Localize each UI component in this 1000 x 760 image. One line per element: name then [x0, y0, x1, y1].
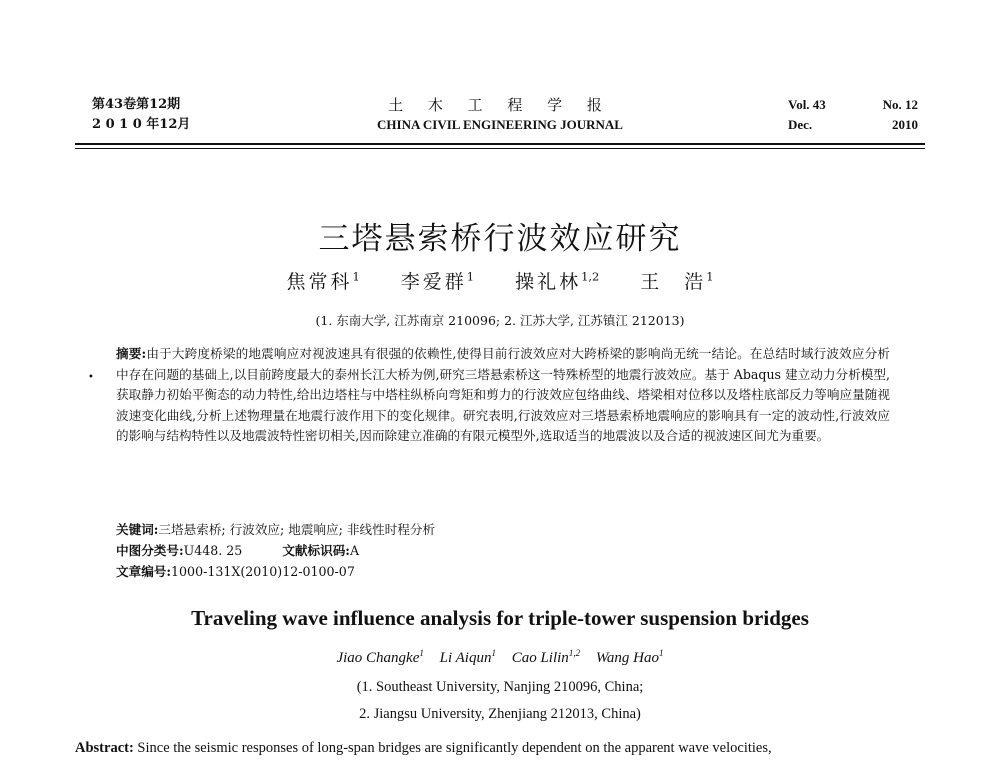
authors-en [0, 648, 1000, 667]
author-en: Wang Hao$^1$ [595, 648, 664, 666]
keywords-cn-label: 关键词: [116, 522, 159, 537]
article-number-value: 1000-131X(2010)12-0100-07 [171, 564, 355, 579]
affiliation-cn: (1. 东南大学, 江苏南京 210096; 2. 江苏大学, 江苏镇江 212013) [315, 313, 685, 328]
journal-issue-info [92, 95, 252, 135]
author-cn: 王 浩$^1$ [640, 269, 714, 293]
journal-name [300, 95, 700, 135]
doc-code-value: A [349, 543, 360, 558]
clc-value: U448. 25 [183, 543, 243, 558]
abstract-en-label: Abstract: [75, 740, 134, 756]
affiliation-en-1: (1. Southeast University, Nanjing 210096, China; [356, 679, 644, 695]
abstract-cn [116, 344, 890, 447]
author-en: Li Aiqun$^1$ [439, 648, 496, 666]
affiliation-en-2: 2. Jiangsu University, Zhenjiang 212013, China) [359, 706, 641, 722]
authors-cn [0, 267, 1000, 294]
issue-date: 2 0 1 0 年12月 [92, 117, 191, 132]
doc-code-label: 文献标识码: [282, 543, 350, 558]
article-number-line [116, 562, 355, 582]
paper-title-en: Traveling wave influence analysis for triple-tower suspension bridges [191, 606, 809, 630]
author-cn: 操礼林$^{1,2}$ [515, 269, 600, 293]
year-label: 2010 [892, 117, 918, 132]
margin-mark: • [88, 372, 94, 383]
abstract-cn-label: 摘要: [116, 346, 147, 361]
author-cn: 李爱群$^1$ [400, 269, 475, 293]
volume-label: Vol. 43 [788, 97, 826, 112]
journal-name-en: CHINA CIVIL ENGINEERING JOURNAL [377, 117, 623, 132]
keywords-cn [116, 520, 435, 540]
abstract-en [75, 740, 925, 757]
author-en: Cao Lilin$^{1,2}$ [511, 648, 581, 666]
classification-line [116, 541, 359, 561]
month-label: Dec. [788, 117, 813, 132]
header-rule-thin [75, 148, 925, 149]
article-number-label: 文章编号: [116, 564, 172, 579]
journal-name-cn: 土 木 工 程 学 报 [388, 96, 612, 114]
header-rule-thick [75, 143, 925, 145]
author-cn: 焦常科$^1$ [286, 269, 360, 293]
number-label: No. 12 [882, 97, 918, 112]
issue-volume: 第43卷第12期 [92, 97, 181, 112]
keywords-cn-text: 三塔悬索桥; 行波效应; 地震响应; 非线性时程分析 [158, 522, 436, 537]
clc-label: 中图分类号: [116, 543, 184, 558]
journal-volume-info [788, 95, 918, 135]
paper-title-cn: 三塔悬索桥行波效应研究 [318, 221, 682, 257]
author-en: Jiao Changke$^1$ [336, 648, 424, 666]
abstract-cn-text: 由于大跨度桥梁的地震响应对视波速具有很强的依赖性,使得目前行波效应对大跨桥梁的影响尚无统一结论。在总结时域行波效应分析中存在问题的基础上,以目前跨度最大的泰州长江大桥为例,研究三塔悬索桥这一特殊桥型的地震行波效应。基于 Abaqus 建立动力分析模型,获取静力初始平衡态的动力特性,给出边塔柱与中塔柱纵桥向弯矩和剪力的行波效应包络曲线、塔梁相对位移以及塔柱底部反力等响应量随视波速变化曲线,分析上述物理量在地震行波作用下的变化规律。研究表明,行波效应对三塔悬索桥地震响应的影响具有一定的波动性,行波效应的影响与结构特性以及地震波特性密切相关,因而除建立准确的有限元模型外,选取适当的地震波以及合适的视波速区间尤为重要。 [116, 346, 890, 444]
abstract-en-text: Since the seismic responses of long-span bridges are significantly dependent on the apparent wave velocities, [137, 740, 772, 756]
